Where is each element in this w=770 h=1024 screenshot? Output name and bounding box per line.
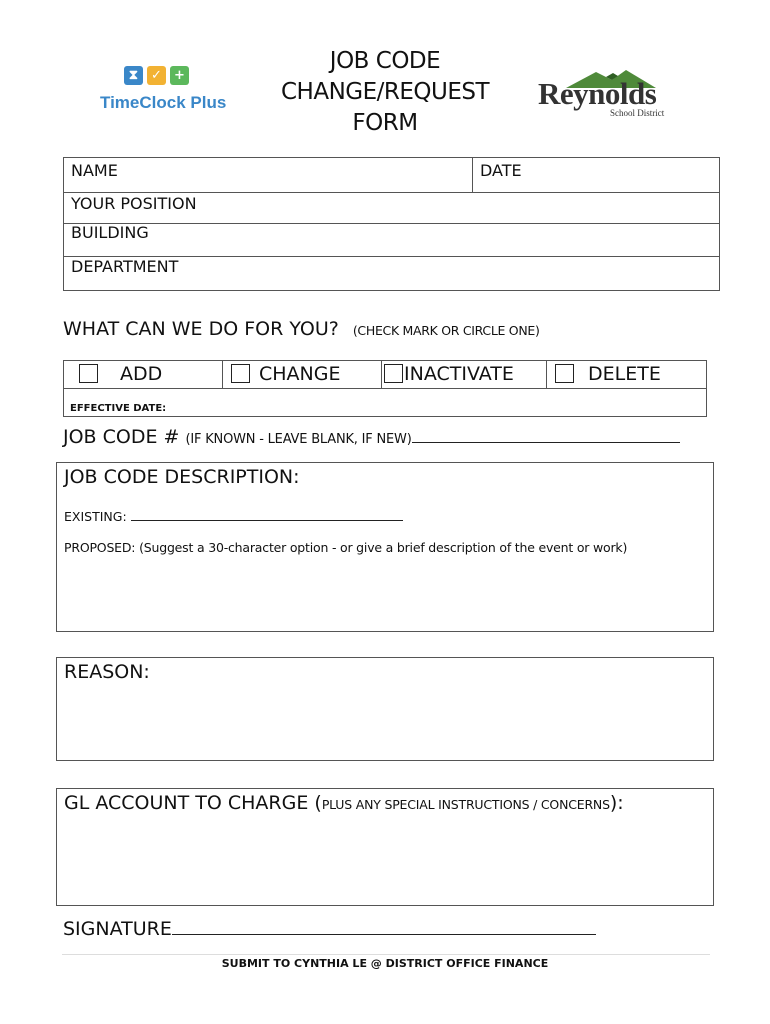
reason-title: REASON: bbox=[64, 661, 150, 683]
question-hint: (CHECK MARK OR CIRCLE ONE) bbox=[352, 323, 540, 338]
reynolds-logo bbox=[538, 68, 678, 120]
add-checkbox[interactable] bbox=[79, 364, 98, 383]
signature-label: SIGNATURE bbox=[63, 918, 172, 940]
gl-title-hint: PLUS ANY SPECIAL INSTRUCTIONS / CONCERNS bbox=[321, 797, 610, 812]
title-line-2: CHANGE/REQUEST bbox=[280, 79, 490, 105]
building-row[interactable] bbox=[64, 223, 719, 257]
existing-blank[interactable] bbox=[131, 509, 403, 521]
submission-instructions: SUBMIT TO CYNTHIA LE @ DISTRICT OFFICE FINANCE bbox=[221, 957, 549, 970]
gl-title-text: GL ACCOUNT TO CHARGE ( bbox=[64, 792, 322, 814]
add-label: ADD bbox=[120, 363, 163, 385]
position-row[interactable] bbox=[64, 192, 719, 224]
request-options-table bbox=[63, 360, 707, 417]
job-code-description-box[interactable] bbox=[56, 462, 714, 632]
plus-icon: + bbox=[170, 66, 189, 85]
option-add[interactable] bbox=[64, 361, 223, 388]
option-inactivate[interactable] bbox=[382, 361, 547, 388]
name-row bbox=[64, 158, 719, 193]
timeclock-plus-logo bbox=[100, 66, 230, 124]
personal-info-table bbox=[63, 157, 720, 291]
change-checkbox[interactable] bbox=[231, 364, 250, 383]
page-title bbox=[250, 46, 520, 139]
delete-checkbox[interactable] bbox=[555, 364, 574, 383]
job-code-blank[interactable] bbox=[412, 428, 680, 443]
footer-divider bbox=[62, 954, 710, 955]
proposed-label: PROPOSED: (Suggest a 30-character option - or give a brief description of the event or work) bbox=[64, 540, 628, 555]
date-cell[interactable] bbox=[472, 158, 522, 192]
department-row[interactable] bbox=[64, 256, 719, 290]
option-change[interactable] bbox=[223, 361, 382, 388]
existing-label: EXISTING: bbox=[64, 509, 127, 524]
building-label: BUILDING bbox=[71, 223, 149, 242]
request-question bbox=[63, 318, 540, 340]
reynolds-subtitle: School District bbox=[610, 108, 665, 118]
signature-line[interactable] bbox=[63, 918, 596, 940]
options-divider bbox=[64, 388, 706, 389]
hourglass-icon: ⧗ bbox=[124, 66, 143, 85]
department-label: DEPARTMENT bbox=[71, 257, 179, 276]
signature-blank[interactable] bbox=[172, 918, 596, 935]
effective-date-label: EFFECTIVE DATE: bbox=[70, 403, 167, 414]
title-line-1: JOB CODE bbox=[329, 48, 441, 74]
inactivate-checkbox[interactable] bbox=[384, 364, 403, 383]
check-icon: ✓ bbox=[147, 66, 166, 85]
inactivate-label: INACTIVATE bbox=[404, 363, 514, 385]
job-code-line[interactable] bbox=[63, 426, 680, 448]
job-code-label: JOB CODE # bbox=[63, 426, 180, 448]
reynolds-wordmark: Reynolds bbox=[538, 76, 657, 111]
gl-account-title bbox=[64, 792, 624, 814]
date-label: DATE bbox=[480, 161, 522, 180]
delete-label: DELETE bbox=[588, 363, 661, 385]
job-code-hint: (IF KNOWN - LEAVE BLANK, IF NEW) bbox=[185, 432, 412, 447]
gl-title-end: ): bbox=[609, 792, 624, 814]
question-text: WHAT CAN WE DO FOR YOU? bbox=[63, 318, 339, 340]
reason-box[interactable] bbox=[56, 657, 714, 761]
position-label: YOUR POSITION bbox=[71, 194, 197, 213]
change-label: CHANGE bbox=[259, 363, 341, 385]
existing-field[interactable] bbox=[64, 509, 403, 524]
title-line-3: FORM bbox=[352, 110, 418, 136]
gl-account-box[interactable] bbox=[56, 788, 714, 906]
name-label: NAME bbox=[71, 161, 118, 180]
option-delete[interactable] bbox=[547, 361, 706, 388]
description-title: JOB CODE DESCRIPTION: bbox=[64, 466, 300, 488]
timeclock-plus-wordmark: TimeClock Plus bbox=[100, 93, 227, 112]
